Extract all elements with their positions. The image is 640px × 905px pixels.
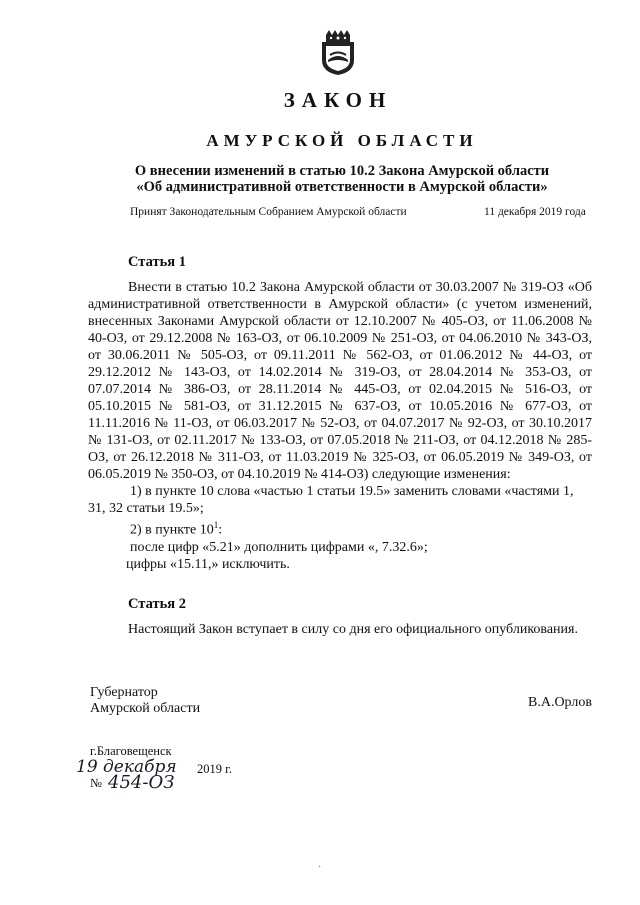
item-2-sub-1: после цифр «5.21» дополнить цифрами «, 7.32.6»; [130,539,428,555]
article-1-intro-line: № 677-ОЗ, от 11.11.2016 № 11-ОЗ, от 06.03.2017 № 52-ОЗ, от 04.07.2017 № 92-ОЗ, [88,399,592,431]
law-name-line: О внесении изменений в статью 10.2 Закона Амурской области [134,163,550,179]
item-2 [88,517,592,539]
handwritten-law-number: 454-ОЗ [108,772,175,793]
document-title: ЗАКОН [283,88,393,112]
item-1-continuation: 31, 32 статьи 19.5»; [88,501,204,516]
article-2-text: Настоящий Закон вступает в силу со дня его официального опубликования. [128,622,578,637]
law-name [100,163,584,195]
handwritten-date: 19 декабря [76,757,177,777]
article-1-intro-line: внесенных Законами Амурской области от 12.10.2007 № 405-ОЗ, от 11.06.2008 [88,314,579,329]
law-name-line: «Об административной ответственности в Амурской области» [136,179,548,195]
article-1-intro-line: № 40-ОЗ, от 29.12.2008 № 163-ОЗ, от 06.10.2009 № 251-ОЗ, от 04.06.2010 [88,314,592,346]
adopted-by: Принят Законодательным Собранием Амурской области [130,206,407,218]
item-2-superscript: 1 [213,520,219,530]
article-1-intro-line: 06.05.2019 № 349-ОЗ, от 06.05.2019 № 350-ОЗ, от 04.10.2019 № 414-ОЗ) следующие [88,450,592,482]
item-2-prefix: 2) в пункте 10 [130,522,214,538]
signatory-title-line: Амурской области [90,701,201,716]
item-1 [88,483,592,500]
item-1-line: 1) в пункте 10 слова «частью 1 статьи 19.5» заменить словами «частями 1, [130,484,574,499]
page-mark: · [318,862,322,873]
signatory-title [90,685,200,717]
printed-year: 2019 г. [197,762,232,776]
place-of-signing: г.Благовещенск [90,744,172,758]
adopted-date: 11 декабря 2019 года [484,206,586,218]
article-1-heading: Статья 1 [128,254,186,270]
item-2-sub-2: цифры «15.11,» исключить. [126,556,290,572]
article-1-intro-line: № 44-ОЗ, от 29.12.2012 № 143-ОЗ, от 14.02.2014 № 319-ОЗ, от 28.04.2014 [88,348,593,380]
document-subtitle: АМУРСКОЙ ОБЛАСТИ [206,131,478,150]
article-1-body [88,279,592,573]
signatory-title-line: Губернатор [90,685,158,700]
article-1-intro-line: 04.12.2018 № 285-ОЗ, от 26.12.2018 № 311-ОЗ, от 11.03.2019 № 325-ОЗ, от [88,433,592,465]
item-2-suffix: : [218,522,223,538]
article-1-intro-line: Внести в статью 10.2 Закона Амурской области от 30.03.2007 № 319-ОЗ «Об [128,280,592,295]
article-1-intro [88,279,592,483]
number-sign: № [90,776,102,790]
article-2-heading: Статья 2 [128,596,186,612]
article-1-intro-line: № 353-ОЗ, от 07.07.2014 № 386-ОЗ, от 28.11.2014 № 445-ОЗ, от 02.04.2015 [88,365,592,397]
article-1-intro-line: административной ответственности в Амурской области» (с учетом изменений, [88,297,592,312]
article-1-intro-line: № 343-ОЗ, от 30.06.2011 № 505-ОЗ, от 09.11.2011 № 562-ОЗ, от 01.06.2012 [88,331,592,363]
coat-of-arms-emblem [318,30,358,76]
article-1-intro-line: изменения: [443,467,511,482]
signatory-name: В.А.Орлов [528,695,592,710]
article-1-intro-line: № 516-ОЗ, от 05.10.2015 № 581-ОЗ, от 31.12.2015 № 637-ОЗ, от 10.05.2016 [88,382,592,414]
article-1-intro-line: от 30.10.2017 № 131-ОЗ, от 02.11.2017 № 133-ОЗ, от 07.05.2018 № 211-ОЗ, от [88,416,592,448]
